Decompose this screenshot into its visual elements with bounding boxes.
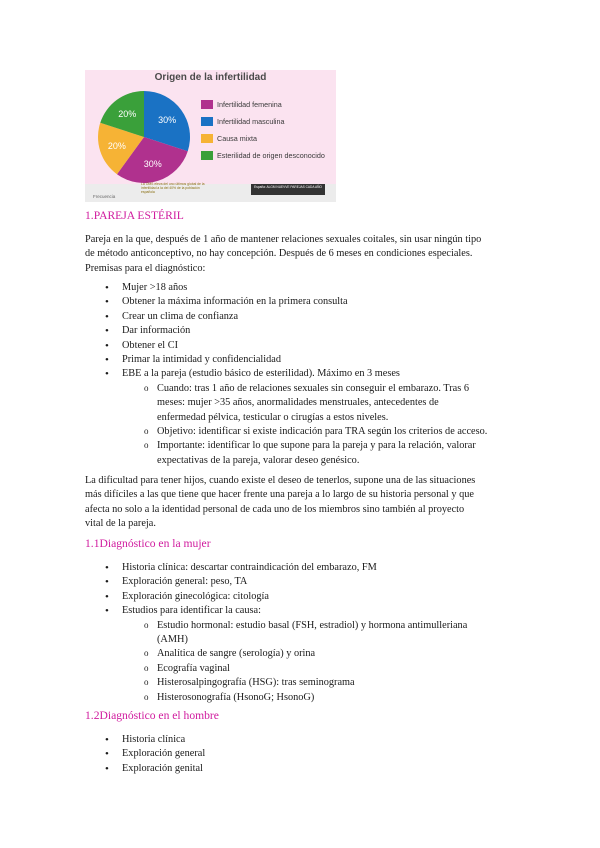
list-item: • Mujer >18 años xyxy=(85,281,525,295)
list-item: • Exploración general: peso, TA xyxy=(85,575,525,589)
sublist-item xyxy=(122,647,525,661)
list-item: • Obtener el CI xyxy=(85,339,525,353)
figure-footer xyxy=(85,184,336,202)
figure-footer-box: España: ALGM NUEVVE PAREJAS CADA AÑO xyxy=(251,184,325,195)
line: o Histerosonografía (HsonoG; HsonoG) xyxy=(157,691,315,703)
line: o Estudio hormonal: estudio basal (FSH, estradiol) y hormona antimulleriana xyxy=(157,619,468,631)
sublist-item xyxy=(122,691,525,705)
list-item: • Primar la intimidad y confidencialidad xyxy=(85,353,525,367)
sublist-item xyxy=(122,382,525,425)
section-1-title: 1.PAREJA ESTÉRIL xyxy=(85,209,184,222)
legend-item xyxy=(201,150,325,160)
line: expectativas de la pareja, valorar deseo genésico. xyxy=(157,454,360,466)
line: o Cuando: tras 1 año de relaciones sexuales sin conseguir el embarazo. Tras 6 xyxy=(157,382,469,394)
figure-footer-note: La OMS eleva del uno últimos global de la infertilidad a la del 40% de la población española xyxy=(141,182,205,194)
paragraph-line: más difíciles a las que tiene que hacer frente una pareja a lo largo de su historia personal y que xyxy=(85,489,474,501)
intro-line: Premisas para el diagnóstico: xyxy=(85,262,206,274)
list-item: • Historia clínica xyxy=(85,733,525,747)
list-item: • Dar información xyxy=(85,324,525,338)
estudios-sublist xyxy=(122,619,525,705)
legend-label: Esterilidad de origen desconocido xyxy=(217,150,325,160)
premisas-list xyxy=(85,281,525,468)
line: o Objetivo: identificar si existe indicación para TRA según los criterios de acceso. xyxy=(157,426,488,438)
list-item: • Crear un clima de confianza xyxy=(85,310,525,324)
line: meses: mujer >35 años, anormalidades menstruales, antecedentes de xyxy=(157,397,439,409)
sublist-item xyxy=(122,425,525,439)
diagnostico-mujer-list xyxy=(85,561,525,705)
legend-item xyxy=(201,116,325,126)
sublist-item xyxy=(122,619,525,648)
paragraph-line: vital de la pareja. xyxy=(85,518,156,530)
legend-item xyxy=(201,133,325,143)
figure-title: Origen de la infertilidad xyxy=(154,72,267,83)
legend-swatch xyxy=(201,134,213,143)
list-item: • Exploración genital xyxy=(85,762,525,776)
legend-label: Causa mixta xyxy=(217,133,257,143)
list-item-label: Estudios para identificar la causa: xyxy=(122,605,261,617)
intro-line: de método anticonceptivo, no hay concepción. Después de 6 meses en condiciones especiales. xyxy=(85,248,473,260)
diagnostico-hombre-list xyxy=(85,733,525,776)
section-1-1-title: 1.1Diagnóstico en la mujer xyxy=(85,537,211,550)
figure-footer-label: Frecuencia xyxy=(93,194,116,199)
legend-label: Infertilidad femenina xyxy=(217,99,282,109)
sublist-item xyxy=(122,439,525,468)
section-1-paragraph xyxy=(85,474,517,532)
paragraph-line: La dificultad para tener hijos, cuando existe el deseo de tenerlos, supone una de las situaciones xyxy=(85,475,476,486)
ebe-sublist xyxy=(122,382,525,468)
intro-line: Pareja en la que, después de 1 año de mantener relaciones sexuales coitales, sin usar ningún tipo xyxy=(85,234,482,245)
sublist-item xyxy=(122,662,525,676)
pie-slice-label: 30% xyxy=(158,115,177,126)
sublist-item xyxy=(122,676,525,690)
pie-chart xyxy=(97,90,191,184)
legend-swatch xyxy=(201,117,213,126)
paragraph-line: afecta no solo a la identidad personal de cada uno de los miembros sino también al proyecto xyxy=(85,503,465,515)
list-item-ebe xyxy=(85,367,525,468)
legend-item xyxy=(201,99,325,109)
list-item: • Exploración ginecológica: citología xyxy=(85,590,525,604)
legend-label: Infertilidad masculina xyxy=(217,116,285,126)
line: o Analítica de sangre (serología) y orina xyxy=(157,648,316,660)
list-item: • Obtener la máxima información en la primera consulta xyxy=(85,295,525,309)
line: (AMH) xyxy=(157,634,188,646)
section-1-2-title: 1.2Diagnóstico en el hombre xyxy=(85,709,219,722)
line: o Ecografía vaginal xyxy=(157,662,230,674)
legend-swatch xyxy=(201,151,213,160)
pie-slice-label: 30% xyxy=(143,159,162,170)
list-item-estudios xyxy=(85,604,525,705)
list-item: • Historia clínica: descartar contraindicación del embarazo, FM xyxy=(85,561,525,575)
line: o Importante: identificar lo que supone para la pareja y para la relación, valorar xyxy=(157,440,476,452)
pie-slice-label: 20% xyxy=(118,108,137,119)
list-item: • Exploración general xyxy=(85,747,525,761)
legend-swatch xyxy=(201,100,213,109)
infertility-origin-figure xyxy=(85,70,336,202)
section-1-intro xyxy=(85,233,517,276)
pie-slice-label: 20% xyxy=(107,140,126,151)
chart-legend xyxy=(201,99,325,167)
line: enfermedad pélvica, testicular o cirugías a estos niveles. xyxy=(157,411,389,423)
line: o Histerosalpingografía (HSG): tras seminograma xyxy=(157,677,355,689)
list-item-label: EBE a la pareja (estudio básico de esterilidad). Máximo en 3 meses xyxy=(122,368,400,380)
